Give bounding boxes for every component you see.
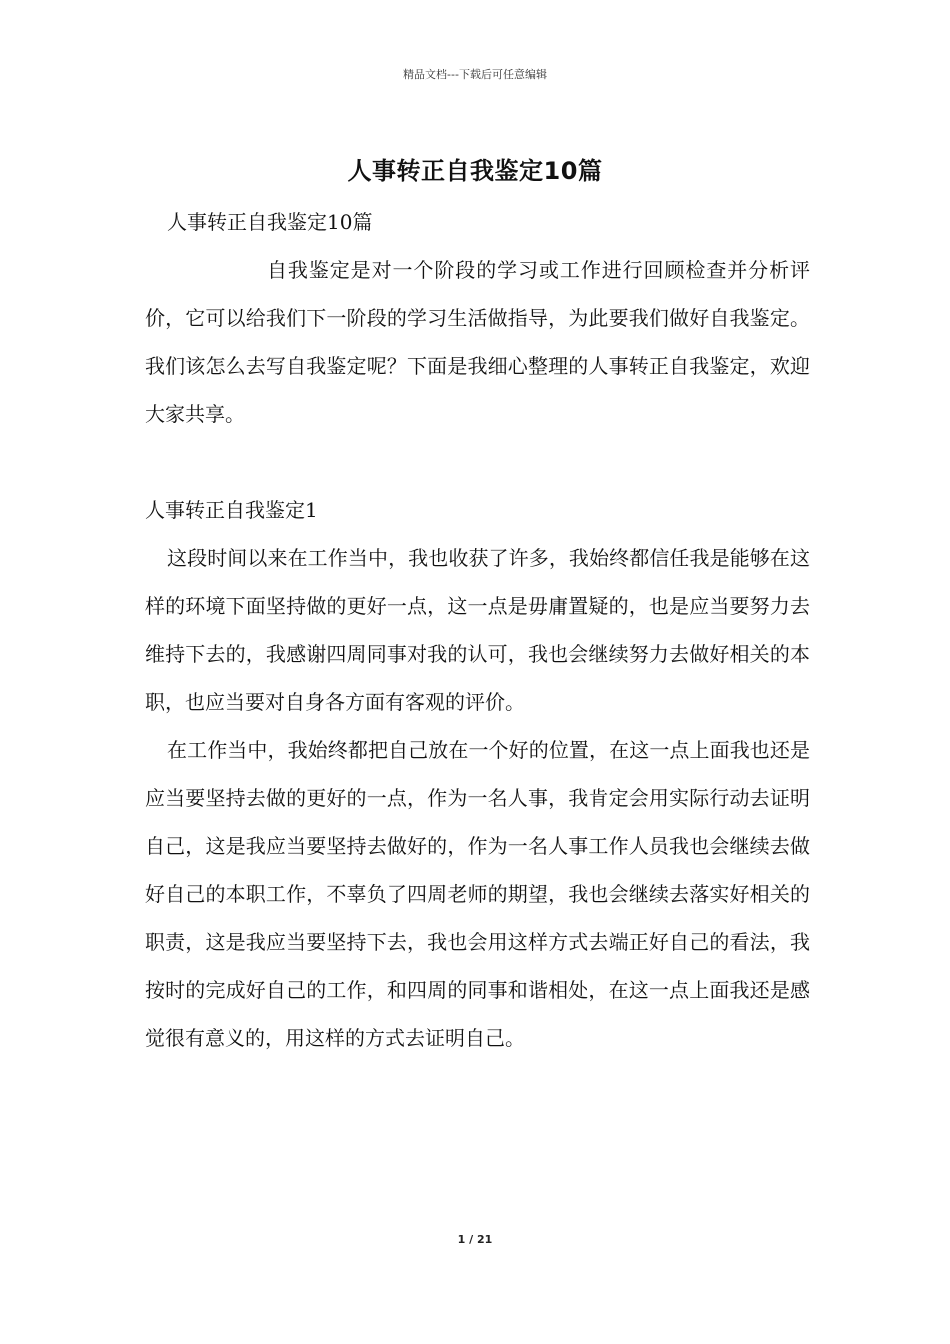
document-title: 人事转正自我鉴定10篇 [347,157,603,185]
paragraph-spacer [145,438,810,486]
document-subtitle: 人事转正自我鉴定10篇 [167,210,373,234]
section-heading: 人事转正自我鉴定1 [145,498,318,522]
page-header: 精品文档---下载后可任意编辑 [403,68,547,81]
body-paragraph: 在工作当中，我始终都把自己放在一个好的位置，在这一点上面我也还是应当要坚持去做的更好的一点，作为一名人事，我肯定会用实际行动去证明自己，这是我应当要坚持去做好的，作为一名人事工作人员我也会继续去做好自己的本职工作，不辜负了四周老师的期望，我也会继续去落实好相关的职责，这是我应当要坚持下去，我也会用这样方式去端正好自己的看法，我按时的完成好自己的工作，和四周的同事和谐相处，在这一点上面我还是感觉很有意义的，用这样的方式去证明自己。 [145,738,810,1050]
body-paragraph: 这段时间以来在工作当中，我也收获了许多，我始终都信任我是能够在这样的环境下面坚持做的更好一点，这一点是毋庸置疑的，也是应当要努力去维持下去的，我感谢四周同事对我的认可，我也会继续努力去做好相关的本职，也应当要对自身各方面有客观的评价。 [145,546,810,714]
intro-paragraph: 自我鉴定是对一个阶段的学习或工作进行回顾检查并分析评价，它可以给我们下一阶段的学习生活做指导，为此要我们做好自我鉴定。我们该怎么去写自我鉴定呢？下面是我细心整理的人事转正自我鉴定，欢迎大家共享。 [145,258,810,426]
page-number: 1 / 21 [457,1233,493,1246]
document-body [145,198,810,1062]
